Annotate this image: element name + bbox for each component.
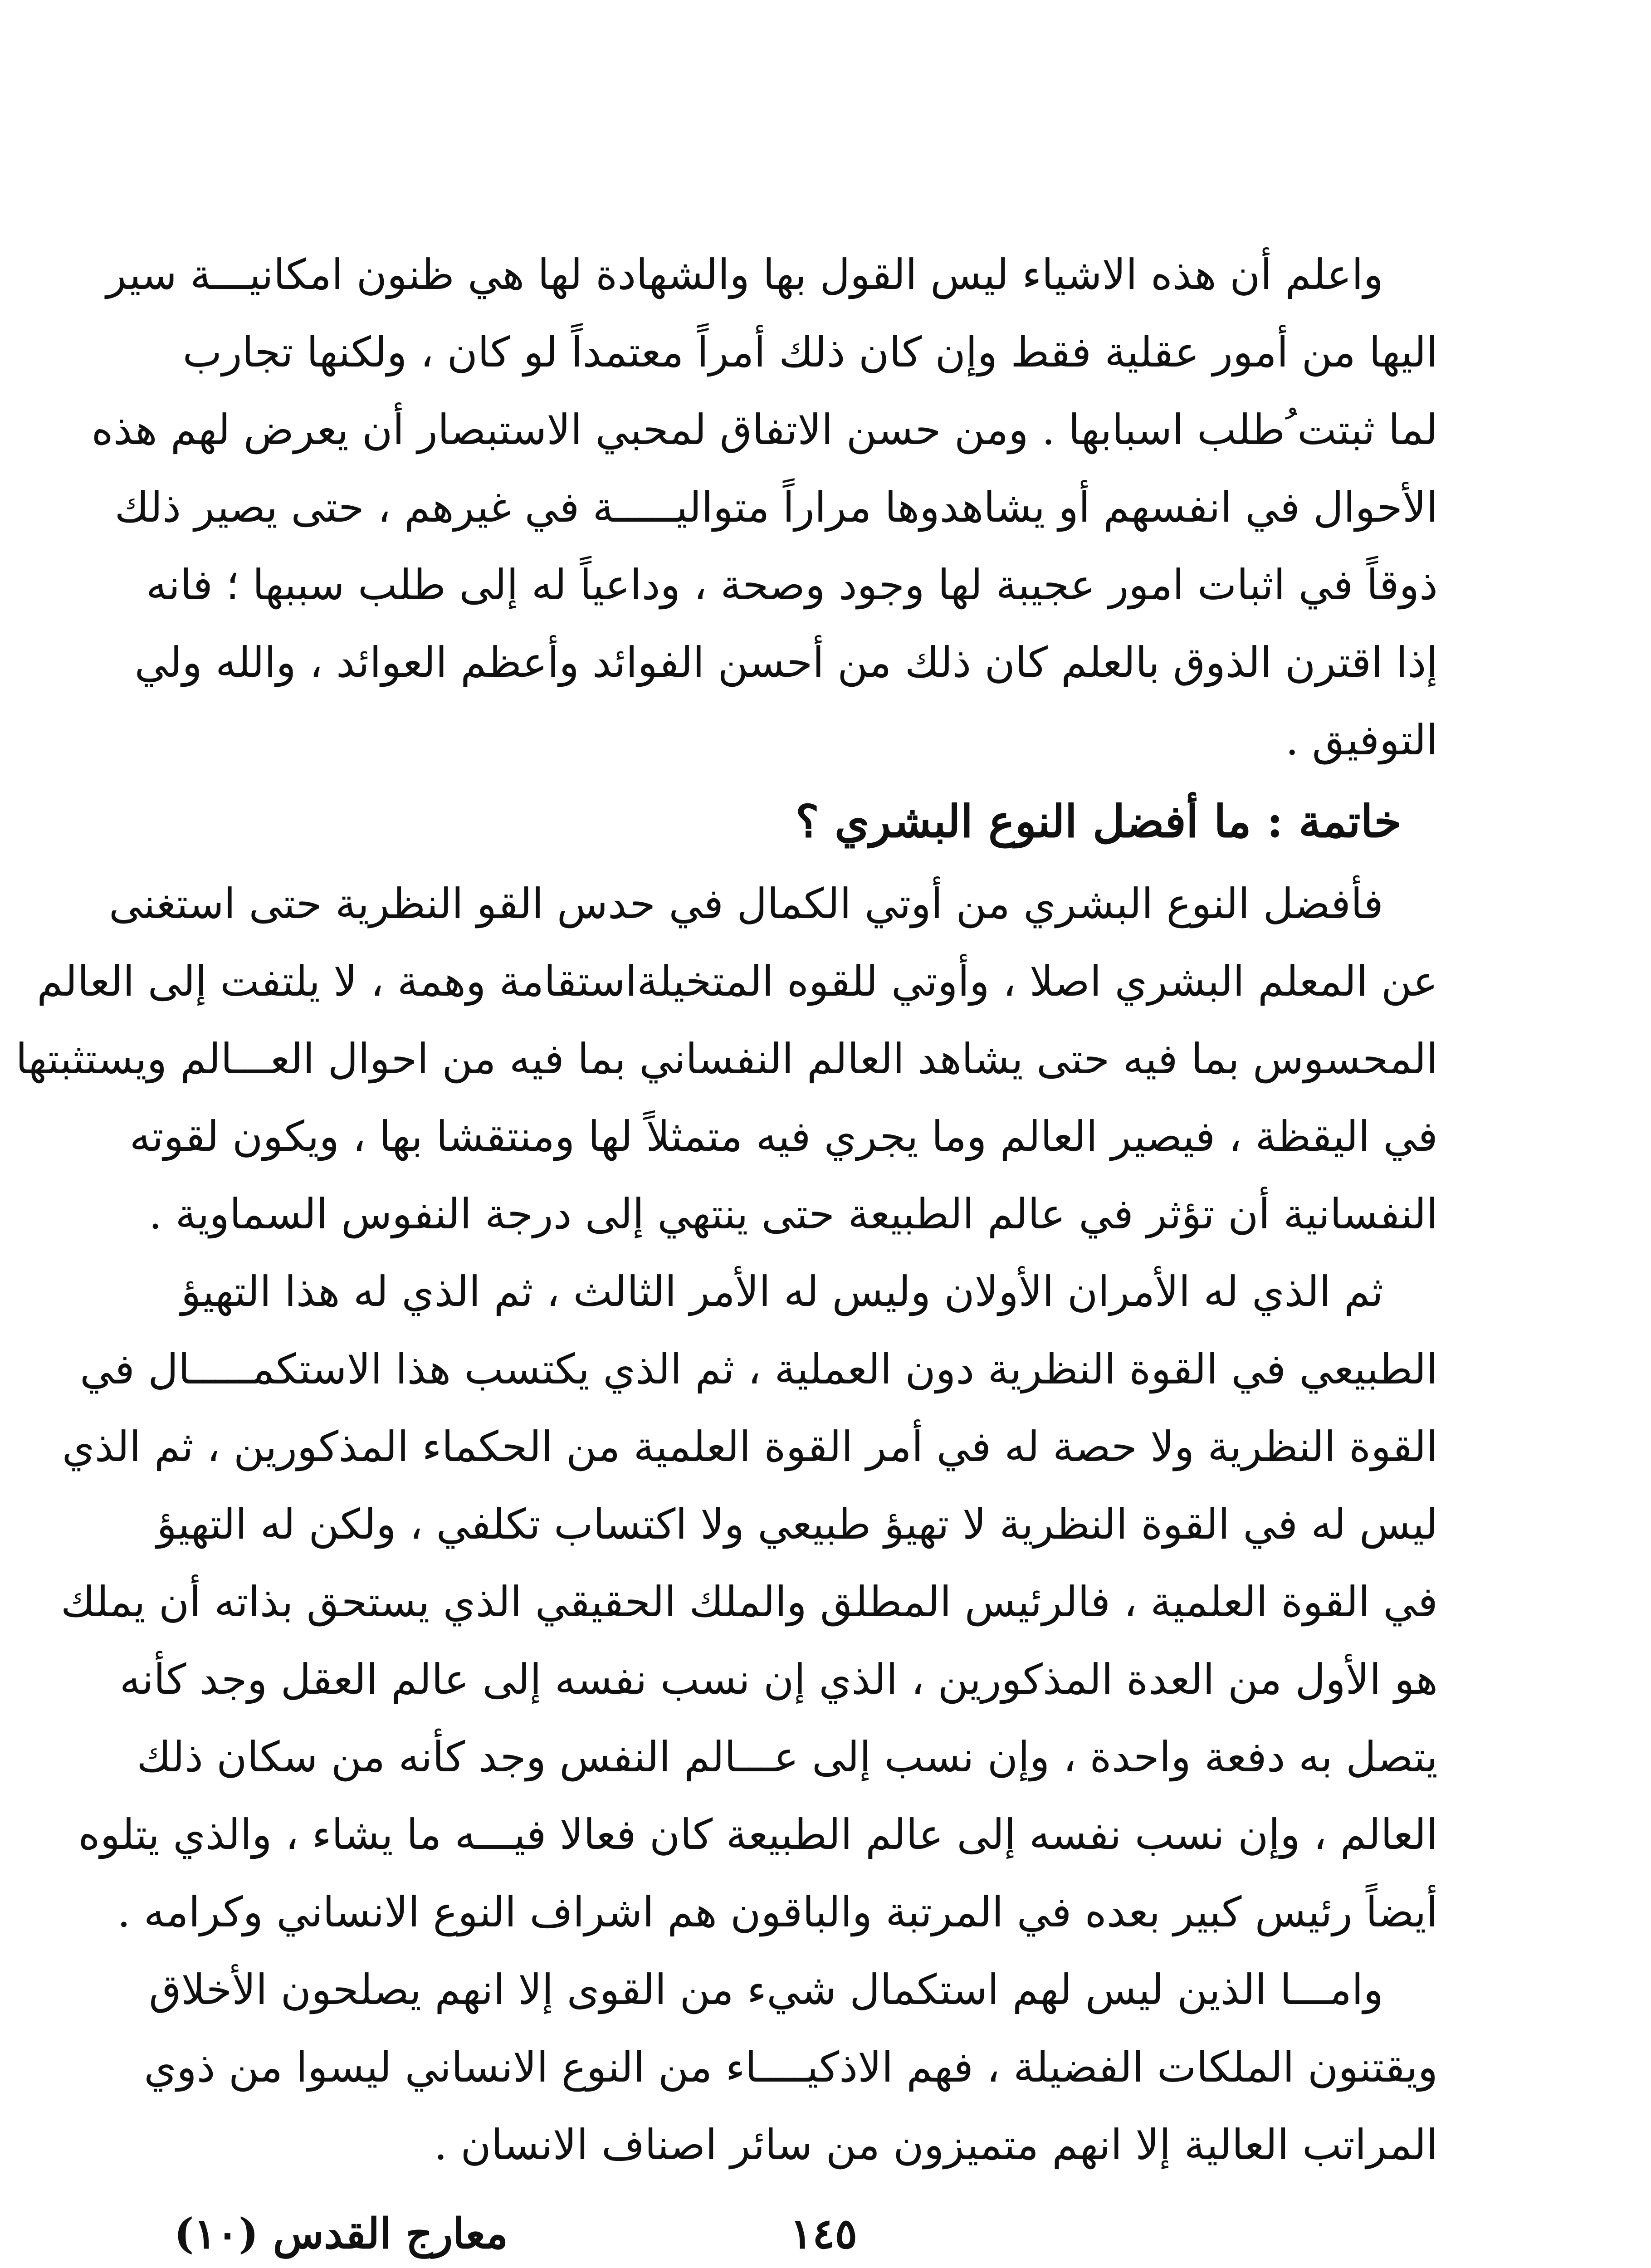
text-line: فأفضل النوع البشري من أوتي الكمال في حدس القو النظرية حتى استغنى bbox=[109, 880, 1383, 928]
text-line: المراتب العالية إلا انهم متميزون من سائر اصناف الانسان . bbox=[434, 2121, 1438, 2169]
text-line: إذا اقترن الذوق بالعلم كان ذلك من أحسن الفوائد وأعظم العوائد ، والله ولي bbox=[134, 638, 1438, 687]
text-line: ثم الذي له الأمران الأولان وليس له الأمر الثالث ، ثم الذي له هذا التهيؤ bbox=[181, 1267, 1383, 1316]
text-line: واعلم أن هذه الاشياء ليس القول بها والشهادة لها هي ظنون امكانيـــة سير bbox=[106, 250, 1383, 299]
text-line: العالم ، وإن نسب نفسه إلى عالم الطبيعة كان فعالا فيـــه ما يشاء ، والذي يتلوه bbox=[78, 1810, 1438, 1859]
page-footer bbox=[174, 2209, 1438, 2268]
text-line: ذوقاً في اثبات امور عجيبة لها وجود وصحة ، وداعياً له إلى طلب سببها ؛ فانه bbox=[146, 561, 1438, 609]
text-line: المحسوس بما فيه حتى يشاهد العالم النفساني بما فيه من احوال العـــالم ويستثبتها bbox=[15, 1035, 1438, 1083]
paragraph-3 bbox=[60, 1253, 1438, 1951]
text-line: لما ثبتت ُطلب اسبابها . ومن حسن الاتفاق لمحبي الاستبصار أن يعرض لهم هذه bbox=[91, 406, 1438, 454]
text-line: ويقتنون الملكات الفضيلة ، فهم الاذكيــــاء من النوع الانساني ليسوا من ذوي bbox=[144, 2043, 1438, 2092]
text-line: النفسانية أن تؤثر في عالم الطبيعة حتى ينتهي إلى درجة النفوس السماوية . bbox=[149, 1190, 1438, 1238]
text-line: القوة النظرية ولا حصة له في أمر القوة العلمية من الحكماء المذكورين ، ثم الذي bbox=[62, 1422, 1438, 1471]
text-line: أيضاً رئيس كبير بعده في المرتبة والباقون هم اشراف النوع الانساني وكرامه . bbox=[117, 1888, 1438, 1936]
text-line: التوفيق . bbox=[1285, 716, 1438, 764]
text-line: الطبيعي في القوة النظرية دون العملية ، ثم الذي يكتسب هذا الاستكمـــــال في bbox=[80, 1345, 1438, 1393]
text-line: ليس له في القوة النظرية لا تهيؤ طبيعي ولا اكتساب تكلفي ، ولكن له التهيؤ bbox=[156, 1500, 1438, 1549]
text-line: عن المعلم البشري اصلا ، وأوتي للقوه المتخيلةاستقامة وهمة ، لا يلتفت إلى العالم bbox=[37, 957, 1438, 1006]
text-line: في اليقظة ، فيصير العالم وما يجري فيه متمثلاً لها ومنتقشا بها ، ويكون لقوته bbox=[129, 1112, 1438, 1161]
paragraph-4 bbox=[144, 1951, 1438, 2184]
page-number: ١٤٥ bbox=[790, 2209, 857, 2258]
running-title: معارج القدس (١٠) bbox=[174, 2209, 508, 2258]
main-text-block bbox=[15, 236, 1438, 2184]
text-line: اليها من أمور عقلية فقط وإن كان ذلك أمراً معتمداً لو كان ، ولكنها تجارب bbox=[182, 328, 1438, 376]
section-heading: خاتمة : ما أفضل النوع البشري ؟ bbox=[795, 796, 1402, 848]
text-line: هو الأول من العدة المذكورين ، الذي إن نسب نفسه إلى عالم العقل وجد كأنه bbox=[119, 1655, 1438, 1704]
text-line: يتصل به دفعة واحدة ، وإن نسب إلى عـــالم النفس وجد كأنه من سكان ذلك bbox=[137, 1733, 1438, 1781]
text-line: وامـــا الذين ليس لهم استكمال شيء من القوى إلا انهم يصلحون الأخلاق bbox=[149, 1965, 1383, 2014]
text-line: في القوة العلمية ، فالرئيس المطلق والملك الحقيقي الذي يستحق بذاته أن يملك bbox=[60, 1578, 1438, 1626]
paragraph-1 bbox=[91, 236, 1438, 779]
paragraph-2 bbox=[15, 865, 1438, 1253]
text-line: الأحوال في انفسهم أو يشاهدوها مراراً متواليـــــة في غيرهم ، حتى يصير ذلك bbox=[114, 483, 1438, 532]
